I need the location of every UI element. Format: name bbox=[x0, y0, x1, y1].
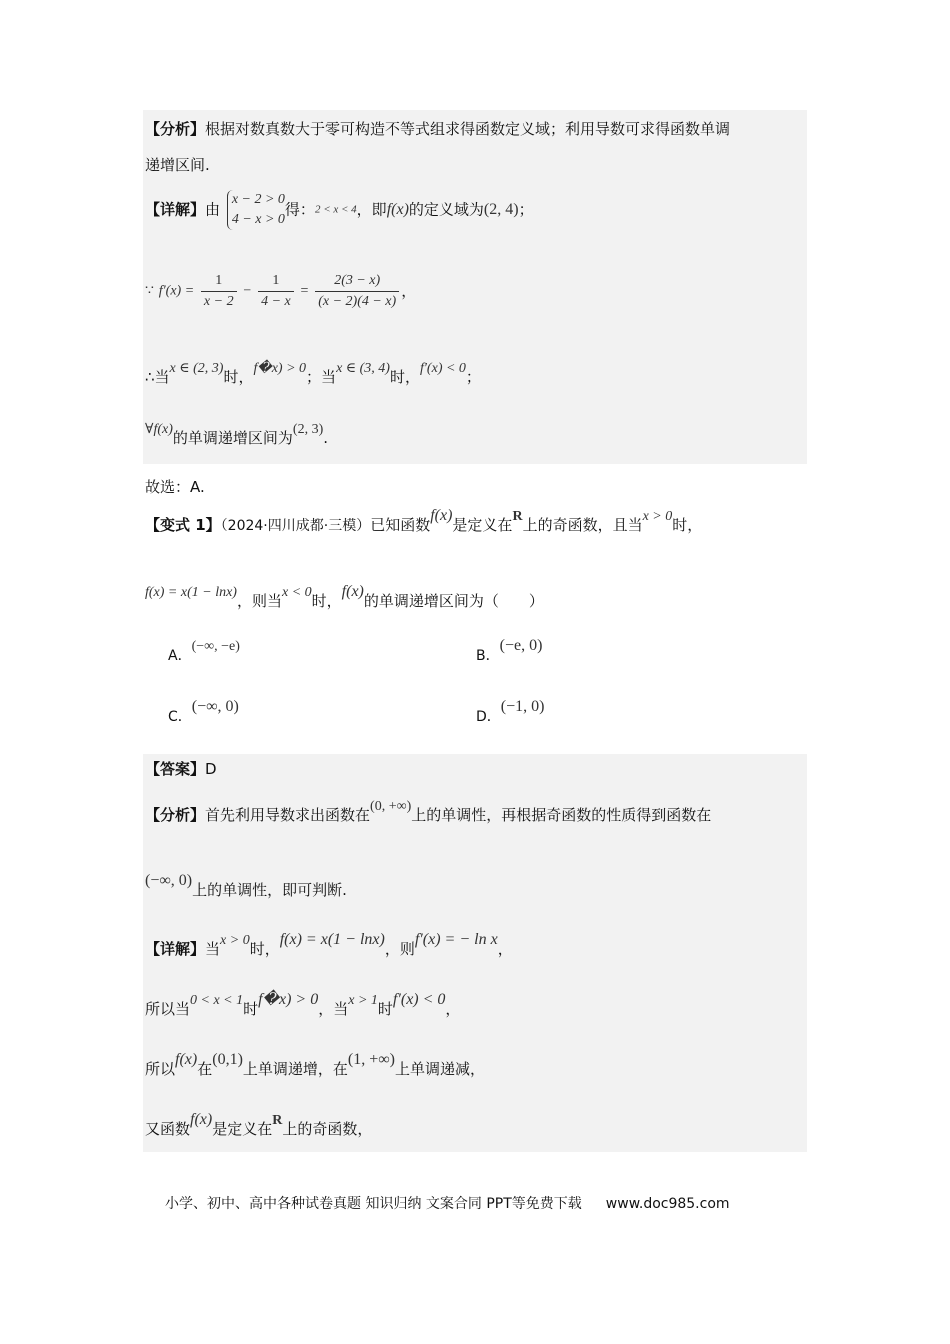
analysis-label: 【分析】 bbox=[145, 120, 206, 138]
detail-ji: ，即 bbox=[356, 200, 387, 219]
sign-cond: x > 1 bbox=[348, 993, 378, 1008]
mono-x1: x ∈ (2, 3) bbox=[169, 361, 224, 376]
detail2-d1: 当 bbox=[205, 940, 221, 958]
mono-f2: f′(x) < 0 bbox=[419, 361, 466, 376]
variant-cond2: x < 0 bbox=[281, 585, 312, 600]
answer-value: D bbox=[205, 760, 217, 778]
footer-text: 小学、初中、高中各种试卷真题 知识归纳 文案合同 PPT等免费下载 bbox=[165, 1196, 582, 1212]
variant-source: （2024·四川成都·三模） bbox=[220, 518, 371, 534]
variant-def: f(x) = x(1 − lnx) bbox=[145, 585, 237, 600]
analysis2-line-1 bbox=[145, 799, 712, 824]
detail2-def: f(x) = x(1 − lnx) bbox=[279, 931, 385, 948]
option-a[interactable] bbox=[168, 639, 240, 665]
conclusion-line bbox=[145, 422, 329, 447]
sign-s1: 所以当 bbox=[145, 1000, 191, 1018]
conc-prefix: ∀f(x) bbox=[145, 422, 173, 437]
odd-fx: f(x) bbox=[190, 1111, 213, 1128]
sign-s5: ， bbox=[445, 1000, 461, 1018]
variant-t1: 已知函数 bbox=[370, 516, 431, 534]
odd-R: R bbox=[272, 1113, 283, 1128]
system-eq2: 4 − x > 0 bbox=[231, 212, 285, 227]
option-a-value: (−∞, −e) bbox=[191, 639, 240, 654]
variant-cond: x > 0 bbox=[642, 509, 673, 524]
detail2-line bbox=[145, 931, 513, 958]
detail2-d3: ，则 bbox=[384, 940, 415, 958]
option-b-letter: B． bbox=[476, 648, 500, 664]
mono-end: ； bbox=[465, 368, 481, 386]
mono-shi1: 时， bbox=[223, 368, 254, 386]
detail-you: 由 bbox=[205, 200, 221, 219]
option-d-letter: D． bbox=[476, 709, 501, 725]
option-b-value: (−e, 0) bbox=[499, 637, 543, 654]
variant-label: 【变式 1】 bbox=[145, 516, 221, 534]
option-c-value: (−∞, 0) bbox=[191, 698, 239, 715]
result-r2: 在 bbox=[197, 1060, 213, 1078]
result-r1: 所以 bbox=[145, 1060, 176, 1078]
detail2-d2: 时， bbox=[249, 940, 280, 958]
analysis2-a1: 首先利用导数求出函数在 bbox=[205, 806, 371, 824]
fraction-3-den: (x − 2)(4 − x) bbox=[318, 294, 397, 309]
odd-o2: 是定义在 bbox=[212, 1120, 273, 1138]
fraction-1-num: 1 bbox=[201, 274, 237, 292]
detail-label: 【详解】 bbox=[145, 200, 206, 219]
variant-t4: 时， bbox=[672, 516, 703, 534]
conc-text: 的单调递增区间为 bbox=[172, 429, 293, 447]
system-eq1: x − 2 > 0 bbox=[231, 192, 285, 207]
variant-t2: 是定义在 bbox=[452, 516, 513, 534]
footer bbox=[165, 1193, 730, 1213]
option-d-value: (−1, 0) bbox=[500, 698, 545, 715]
variant-R: R bbox=[512, 509, 523, 524]
option-a-letter: A． bbox=[168, 648, 192, 664]
result-int1: (0,1) bbox=[212, 1051, 243, 1068]
fraction-3-num: 2(3 − x) bbox=[315, 274, 399, 292]
mono-shi2: 时， bbox=[389, 368, 420, 386]
detail-fx: f(x) bbox=[386, 201, 409, 218]
equals-sign: = bbox=[300, 283, 309, 299]
detail-line-domain bbox=[145, 190, 534, 230]
detail-de: 得： bbox=[284, 200, 315, 219]
variant-fx: f(x) bbox=[430, 507, 453, 524]
choice-text: 故选：A. bbox=[145, 478, 205, 496]
fraction-2 bbox=[258, 274, 294, 309]
option-c[interactable] bbox=[168, 698, 239, 726]
detail2-cond: x > 0 bbox=[220, 933, 250, 948]
monotonic-line bbox=[145, 361, 481, 386]
therefore-when: ∴当 bbox=[145, 368, 170, 386]
detail-domain-text: 的定义域为 bbox=[408, 200, 484, 219]
variant-line-2 bbox=[145, 583, 544, 610]
detail2-d4: ， bbox=[497, 940, 513, 958]
variant-t5: ，则当 bbox=[236, 592, 282, 610]
odd-line bbox=[145, 1111, 373, 1138]
sign-s4: 时 bbox=[377, 1000, 393, 1018]
variant-t3: 上的奇函数，且当 bbox=[522, 516, 643, 534]
derivative-line bbox=[145, 274, 416, 309]
analysis2-interval2: (−∞, 0) bbox=[145, 872, 193, 889]
result-fx: f(x) bbox=[175, 1051, 198, 1068]
derivative-end: ， bbox=[401, 282, 417, 300]
mono-f1: f�x) > 0 bbox=[253, 361, 307, 376]
answer-label: 【答案】 bbox=[145, 760, 206, 778]
inequality-system bbox=[227, 190, 285, 230]
option-b[interactable] bbox=[476, 637, 543, 665]
sign-range: 0 < x < 1 bbox=[190, 993, 244, 1008]
analysis2-a3: 上的单调性，即可判断. bbox=[192, 881, 347, 899]
variant-fx2: f(x) bbox=[341, 583, 364, 600]
result-r4: 上单调递减， bbox=[395, 1060, 486, 1078]
sign-f1: f�x) > 0 bbox=[258, 991, 319, 1008]
result-int2: (1, +∞) bbox=[347, 1051, 395, 1068]
detail-end: ； bbox=[518, 200, 534, 219]
answer-line bbox=[145, 762, 217, 777]
result-r3: 上单调递增，在 bbox=[242, 1060, 348, 1078]
because-symbol: ∵ bbox=[145, 283, 154, 299]
footer-url[interactable]: www.doc985.com bbox=[605, 1196, 730, 1212]
option-d[interactable] bbox=[476, 698, 545, 726]
variant-t7: 的单调递增区间为（ ） bbox=[363, 592, 544, 610]
fraction-2-den: 4 − x bbox=[261, 294, 291, 309]
fraction-1 bbox=[201, 274, 237, 309]
analysis2-interval: (0, +∞) bbox=[370, 799, 412, 814]
sign-line bbox=[145, 991, 461, 1018]
detail2-label: 【详解】 bbox=[145, 940, 206, 958]
option-c-letter: C． bbox=[168, 709, 192, 725]
analysis-line-2 bbox=[145, 158, 210, 173]
derivative-lhs: f′(x) = bbox=[158, 283, 195, 299]
mono-sep: ；当 bbox=[306, 368, 337, 386]
conc-end: . bbox=[323, 429, 329, 447]
result-line bbox=[145, 1051, 486, 1078]
analysis-text-cont: 递增区间. bbox=[145, 156, 210, 174]
analysis2-a2: 上的单调性，再根据奇函数的性质得到函数在 bbox=[411, 806, 712, 824]
sign-f2: f′(x) < 0 bbox=[392, 991, 446, 1008]
analysis-line-1 bbox=[145, 122, 730, 137]
sign-s2: 时 bbox=[243, 1000, 259, 1018]
fraction-3 bbox=[315, 274, 399, 309]
fraction-1-den: x − 2 bbox=[203, 294, 234, 309]
mono-x2: x ∈ (3, 4) bbox=[336, 361, 390, 376]
minus-sign: − bbox=[243, 283, 252, 299]
variant-line-1 bbox=[145, 507, 703, 534]
variant-t6: 时， bbox=[311, 592, 342, 610]
analysis2-label: 【分析】 bbox=[145, 806, 206, 824]
sign-s3: ，当 bbox=[318, 1000, 349, 1018]
detail-range: 2 < x < 4 bbox=[314, 203, 357, 216]
analysis-text: 根据对数真数大于零可构造不等式组求得函数定义域；利用导数可求得函数单调 bbox=[205, 120, 731, 138]
choice-line bbox=[145, 480, 205, 495]
conc-val: (2, 3) bbox=[292, 422, 324, 437]
analysis2-line-2 bbox=[145, 872, 347, 899]
fraction-2-num: 1 bbox=[258, 274, 294, 292]
detail2-deriv: f′(x) = − ln x bbox=[414, 931, 498, 948]
detail-domain-val: (2, 4) bbox=[483, 201, 519, 218]
odd-o1: 又函数 bbox=[145, 1120, 191, 1138]
odd-o3: 上的奇函数， bbox=[282, 1120, 373, 1138]
